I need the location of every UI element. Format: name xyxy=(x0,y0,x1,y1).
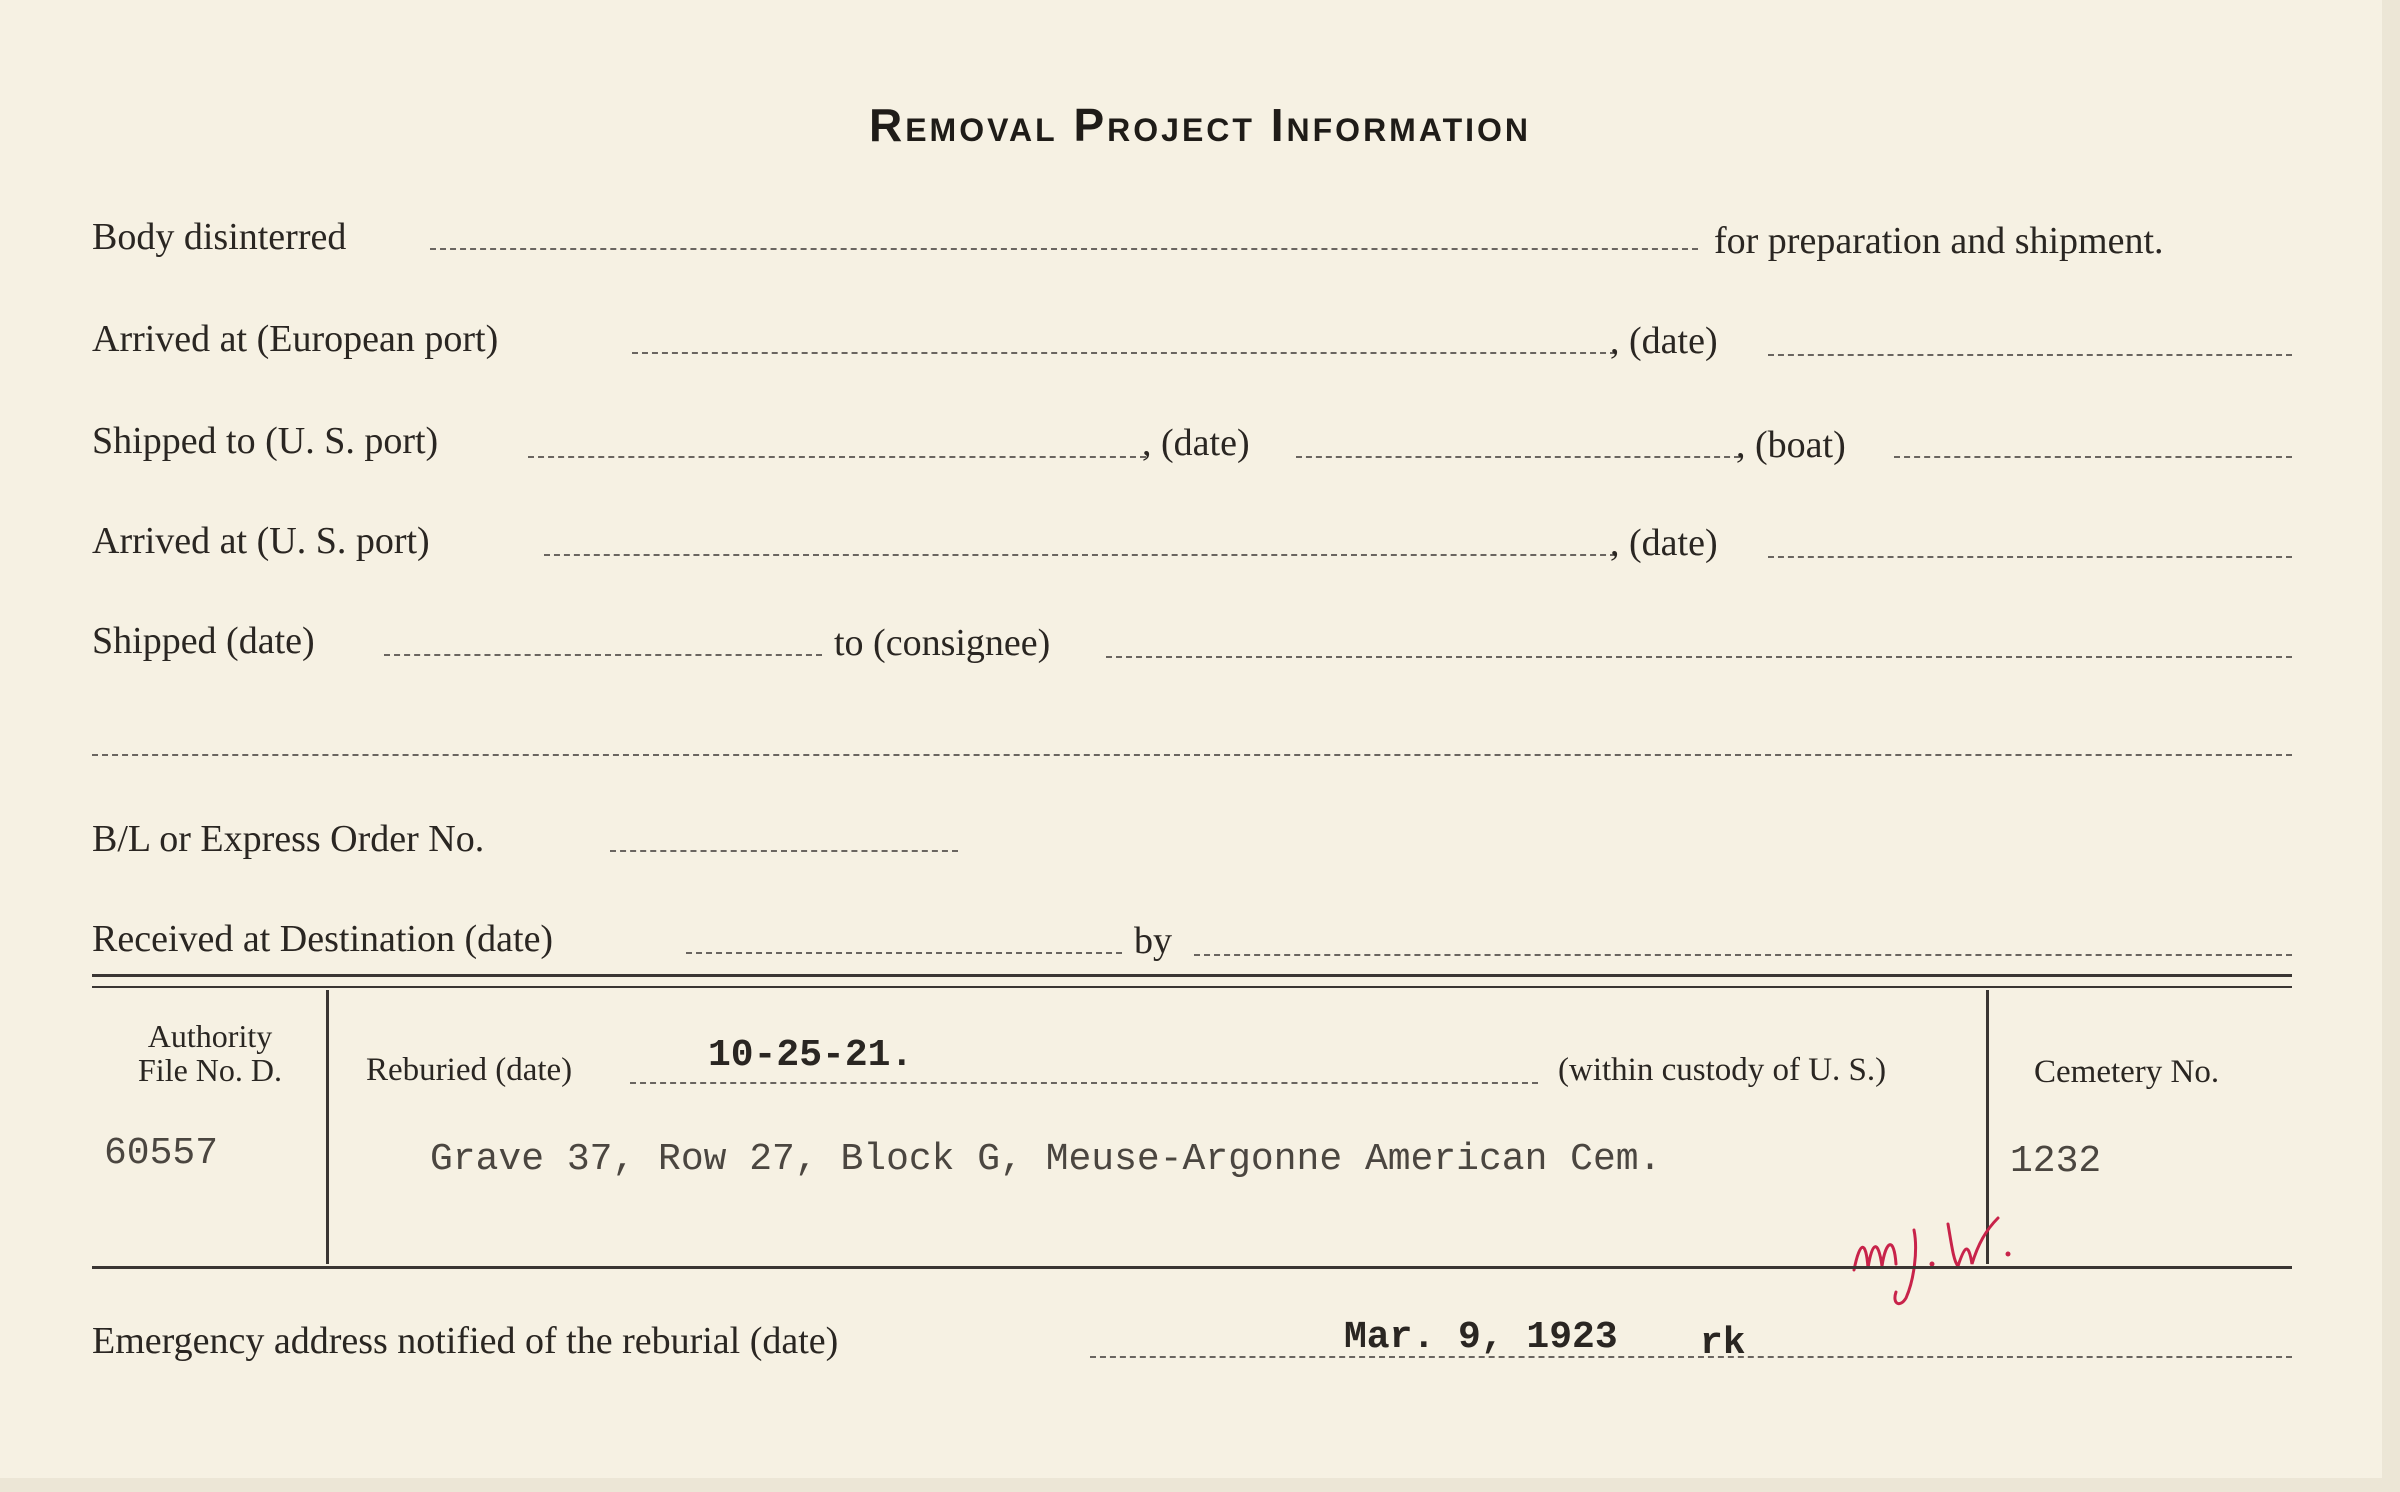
shipped-date-field[interactable] xyxy=(384,654,822,656)
clerk-initials: rk xyxy=(1700,1322,1746,1365)
bl-order-label: B/L or Express Order No. xyxy=(92,818,485,860)
file-no-label: File No. D. xyxy=(138,1051,282,1088)
reburied-label: Reburied (date) xyxy=(366,1052,573,1088)
body-disinterred-field[interactable] xyxy=(430,248,1698,250)
reburied-date-value: 10-25-21. xyxy=(708,1034,914,1077)
emergency-date-value: Mar. 9, 1923 xyxy=(1344,1316,1618,1359)
shipped-us-date-label: , (date) xyxy=(1142,422,1250,464)
body-disinterred-label: Body disinterred xyxy=(92,216,347,258)
consignee-field-continued[interactable] xyxy=(92,754,2292,756)
consignee-label: to (consignee) xyxy=(834,622,1051,664)
section-rule-bottom xyxy=(92,1266,2292,1269)
column-divider-left xyxy=(326,990,329,1264)
shipped-date-label: Shipped (date) xyxy=(92,620,315,662)
section-rule-top xyxy=(92,974,2292,977)
cemetery-no-value: 1232 xyxy=(2010,1140,2102,1183)
received-destination-label: Received at Destination (date) xyxy=(92,918,554,960)
authority-label: Authority xyxy=(147,1018,273,1054)
emergency-label: Emergency address notified of the reburial (date) xyxy=(92,1320,839,1362)
authority-file-label xyxy=(100,1020,320,1087)
reburied-date-field[interactable] xyxy=(630,1082,1538,1084)
handwritten-initials xyxy=(1848,1200,2018,1310)
boat-label: , (boat) xyxy=(1736,424,1846,466)
arrived-european-label: Arrived at (European port) xyxy=(92,318,499,360)
arrived-us-date-field[interactable] xyxy=(1768,556,2292,558)
bl-order-field[interactable] xyxy=(610,850,958,852)
within-custody-label: (within custody of U. S.) xyxy=(1558,1052,1887,1088)
arrived-us-port-field[interactable] xyxy=(544,554,1616,556)
arrived-european-date-field[interactable] xyxy=(1768,354,2292,356)
shipped-us-date-field[interactable] xyxy=(1296,456,1740,458)
received-destination-date-field[interactable] xyxy=(686,952,1122,954)
emergency-date-field[interactable] xyxy=(1090,1356,2292,1358)
card-title: Removal Project Information xyxy=(868,99,1532,151)
preparation-shipment-label: for preparation and shipment. xyxy=(1714,220,2164,262)
file-no-value: 60557 xyxy=(104,1132,219,1175)
by-label: by xyxy=(1134,920,1172,962)
arrived-european-date-label: , (date) xyxy=(1610,320,1718,362)
section-rule-top-2 xyxy=(92,986,2292,988)
boat-field[interactable] xyxy=(1894,456,2292,458)
arrived-european-field[interactable] xyxy=(632,352,1616,354)
consignee-field[interactable] xyxy=(1106,656,2292,658)
arrived-us-port-label: Arrived at (U. S. port) xyxy=(92,520,430,562)
shipped-us-port-label: Shipped to (U. S. port) xyxy=(92,420,439,462)
cemetery-no-label: Cemetery No. xyxy=(2034,1054,2220,1090)
shipped-us-port-field[interactable] xyxy=(528,456,1146,458)
arrived-us-date-label: , (date) xyxy=(1610,522,1718,564)
grave-location-value: Grave 37, Row 27, Block G, Meuse-Argonne American Cem. xyxy=(430,1138,1662,1181)
received-by-field[interactable] xyxy=(1194,954,2292,956)
